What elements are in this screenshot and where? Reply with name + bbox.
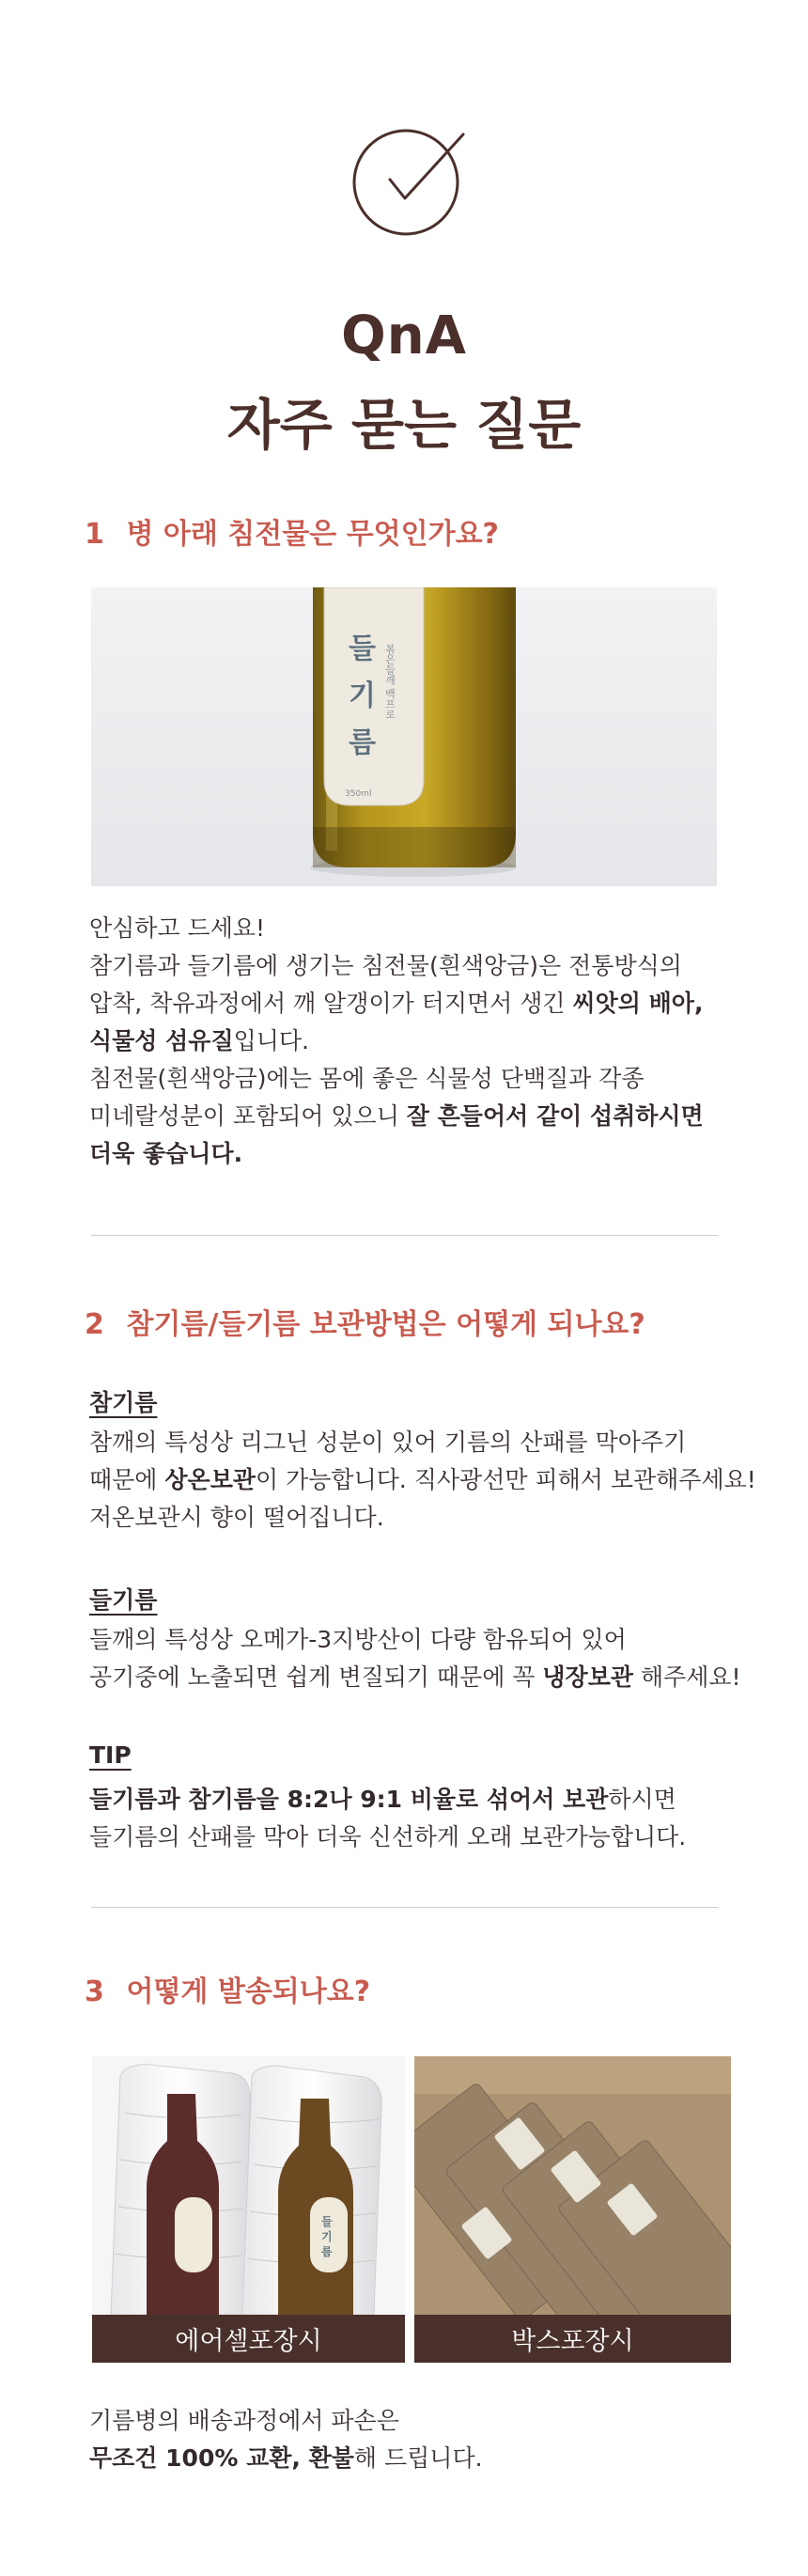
bottle-label-name: 들 기 름: [321, 2215, 333, 2258]
answer-text: 하시면: [608, 1786, 676, 1813]
answer-line: [89, 1135, 785, 1173]
oil-bottle-photo: [91, 587, 717, 886]
question-2-heading: [85, 1301, 645, 1342]
sesame-oil-storage-text: [89, 1424, 785, 1537]
answer-text: 미네랄성분이 포함되어 있으니: [89, 1102, 407, 1130]
perilla-oil-subheading: 들기름: [89, 1586, 158, 1614]
answer-text: 해 드립니다.: [353, 2444, 483, 2472]
answer-emphasis: 씨앗의 배아,: [572, 990, 704, 1017]
check-circle-icon: [341, 117, 471, 247]
question-3-heading: [85, 1968, 370, 2009]
answer-line: [89, 1461, 785, 1499]
tip-subheading: TIP: [89, 1741, 132, 1769]
bottle-label-volume: 350ml: [345, 789, 372, 799]
answer-line: [89, 1098, 785, 1135]
tip-text: [89, 1781, 785, 1856]
answer-1: [89, 910, 785, 1173]
answer-text: 때문에: [89, 1466, 165, 1493]
answer-3: [89, 2402, 785, 2477]
section-divider: [91, 1907, 718, 1908]
answer-line: 침전물(흰색앙금)에는 몸에 좋은 식물성 단백질과 각종: [89, 1065, 645, 1092]
answer-text: 이 가능합니다. 직사광선만 피해서 보관해주세요!: [256, 1466, 756, 1493]
question-text: 병 아래 침전물은 무엇인가요?: [126, 518, 499, 551]
question-number: 1: [85, 518, 104, 551]
box-packaging-label: 박스포장시: [414, 2315, 731, 2363]
sesame-oil-subheading: 참기름: [89, 1389, 158, 1416]
answer-line: 안심하고 드세요!: [89, 914, 266, 942]
answer-emphasis: 식물성 섬유질: [89, 1027, 234, 1054]
bottle-label-name: 들 기 름: [349, 632, 376, 759]
answer-line: [89, 1781, 785, 1819]
answer-text: 압착, 착유과정에서 깨 알갱이가 터지면서 생긴: [89, 990, 573, 1017]
answer-line: 들깨의 특성상 오메가-3지방산이 다량 함유되어 있어: [89, 1626, 627, 1653]
answer-emphasis: 더욱 좋습니다.: [89, 1140, 243, 1167]
air-cell-packaging-photo: [92, 2056, 405, 2315]
answer-line: 들기름의 산패를 막아 더욱 신선하게 오래 보관가능합니다.: [89, 1823, 687, 1850]
answer-emphasis: 무조건 100% 교환, 환불: [89, 2444, 354, 2472]
answer-emphasis: 상온보관: [164, 1466, 256, 1493]
page-title-en: QnA: [341, 305, 467, 367]
air-cell-packaging-label: 에어셀포장시: [92, 2315, 405, 2363]
answer-line: [89, 1659, 785, 1696]
question-number: 3: [85, 1975, 104, 2008]
question-1-heading: [85, 510, 499, 552]
question-text: 어떻게 발송되나요?: [126, 1975, 371, 2008]
answer-text: 공기중에 노출되면 쉽게 변질되기 때문에 꼭: [89, 1663, 543, 1691]
answer-line: 기름병의 배송과정에서 파손은: [89, 2407, 399, 2434]
answer-line: 참깨의 특성상 리그닌 성분이 있어 기름의 산패를 막아주기: [89, 1429, 687, 1456]
box-packaging-photo: [414, 2056, 731, 2315]
answer-line: 저온보관시 향이 떨어집니다.: [89, 1504, 384, 1531]
bottle-label-subtitle: 볶은들깨 백프로: [383, 644, 396, 720]
answer-text: 해주세요!: [633, 1663, 741, 1691]
section-divider: [91, 1235, 718, 1236]
answer-emphasis: 들기름과 참기름을 8:2나 9:1 비율로 섞어서 보관: [89, 1786, 609, 1813]
page-title-ko: 자주 묻는 질문: [226, 393, 582, 457]
question-text: 참기름/들기름 보관방법은 어떻게 되나요?: [126, 1308, 645, 1341]
answer-text: 입니다.: [233, 1027, 310, 1054]
answer-emphasis: 잘 흔들어서 같이 섭취하시면: [406, 1102, 704, 1130]
perilla-oil-storage-text: [89, 1621, 785, 1696]
question-number: 2: [85, 1308, 104, 1341]
answer-emphasis: 냉장보관: [542, 1663, 633, 1691]
answer-line: [89, 2440, 785, 2477]
answer-line: [89, 985, 785, 1023]
answer-line: 참기름과 들기름에 생기는 침전물(흰색앙금)은 전통방식의: [89, 952, 682, 979]
answer-line: [89, 1023, 785, 1060]
